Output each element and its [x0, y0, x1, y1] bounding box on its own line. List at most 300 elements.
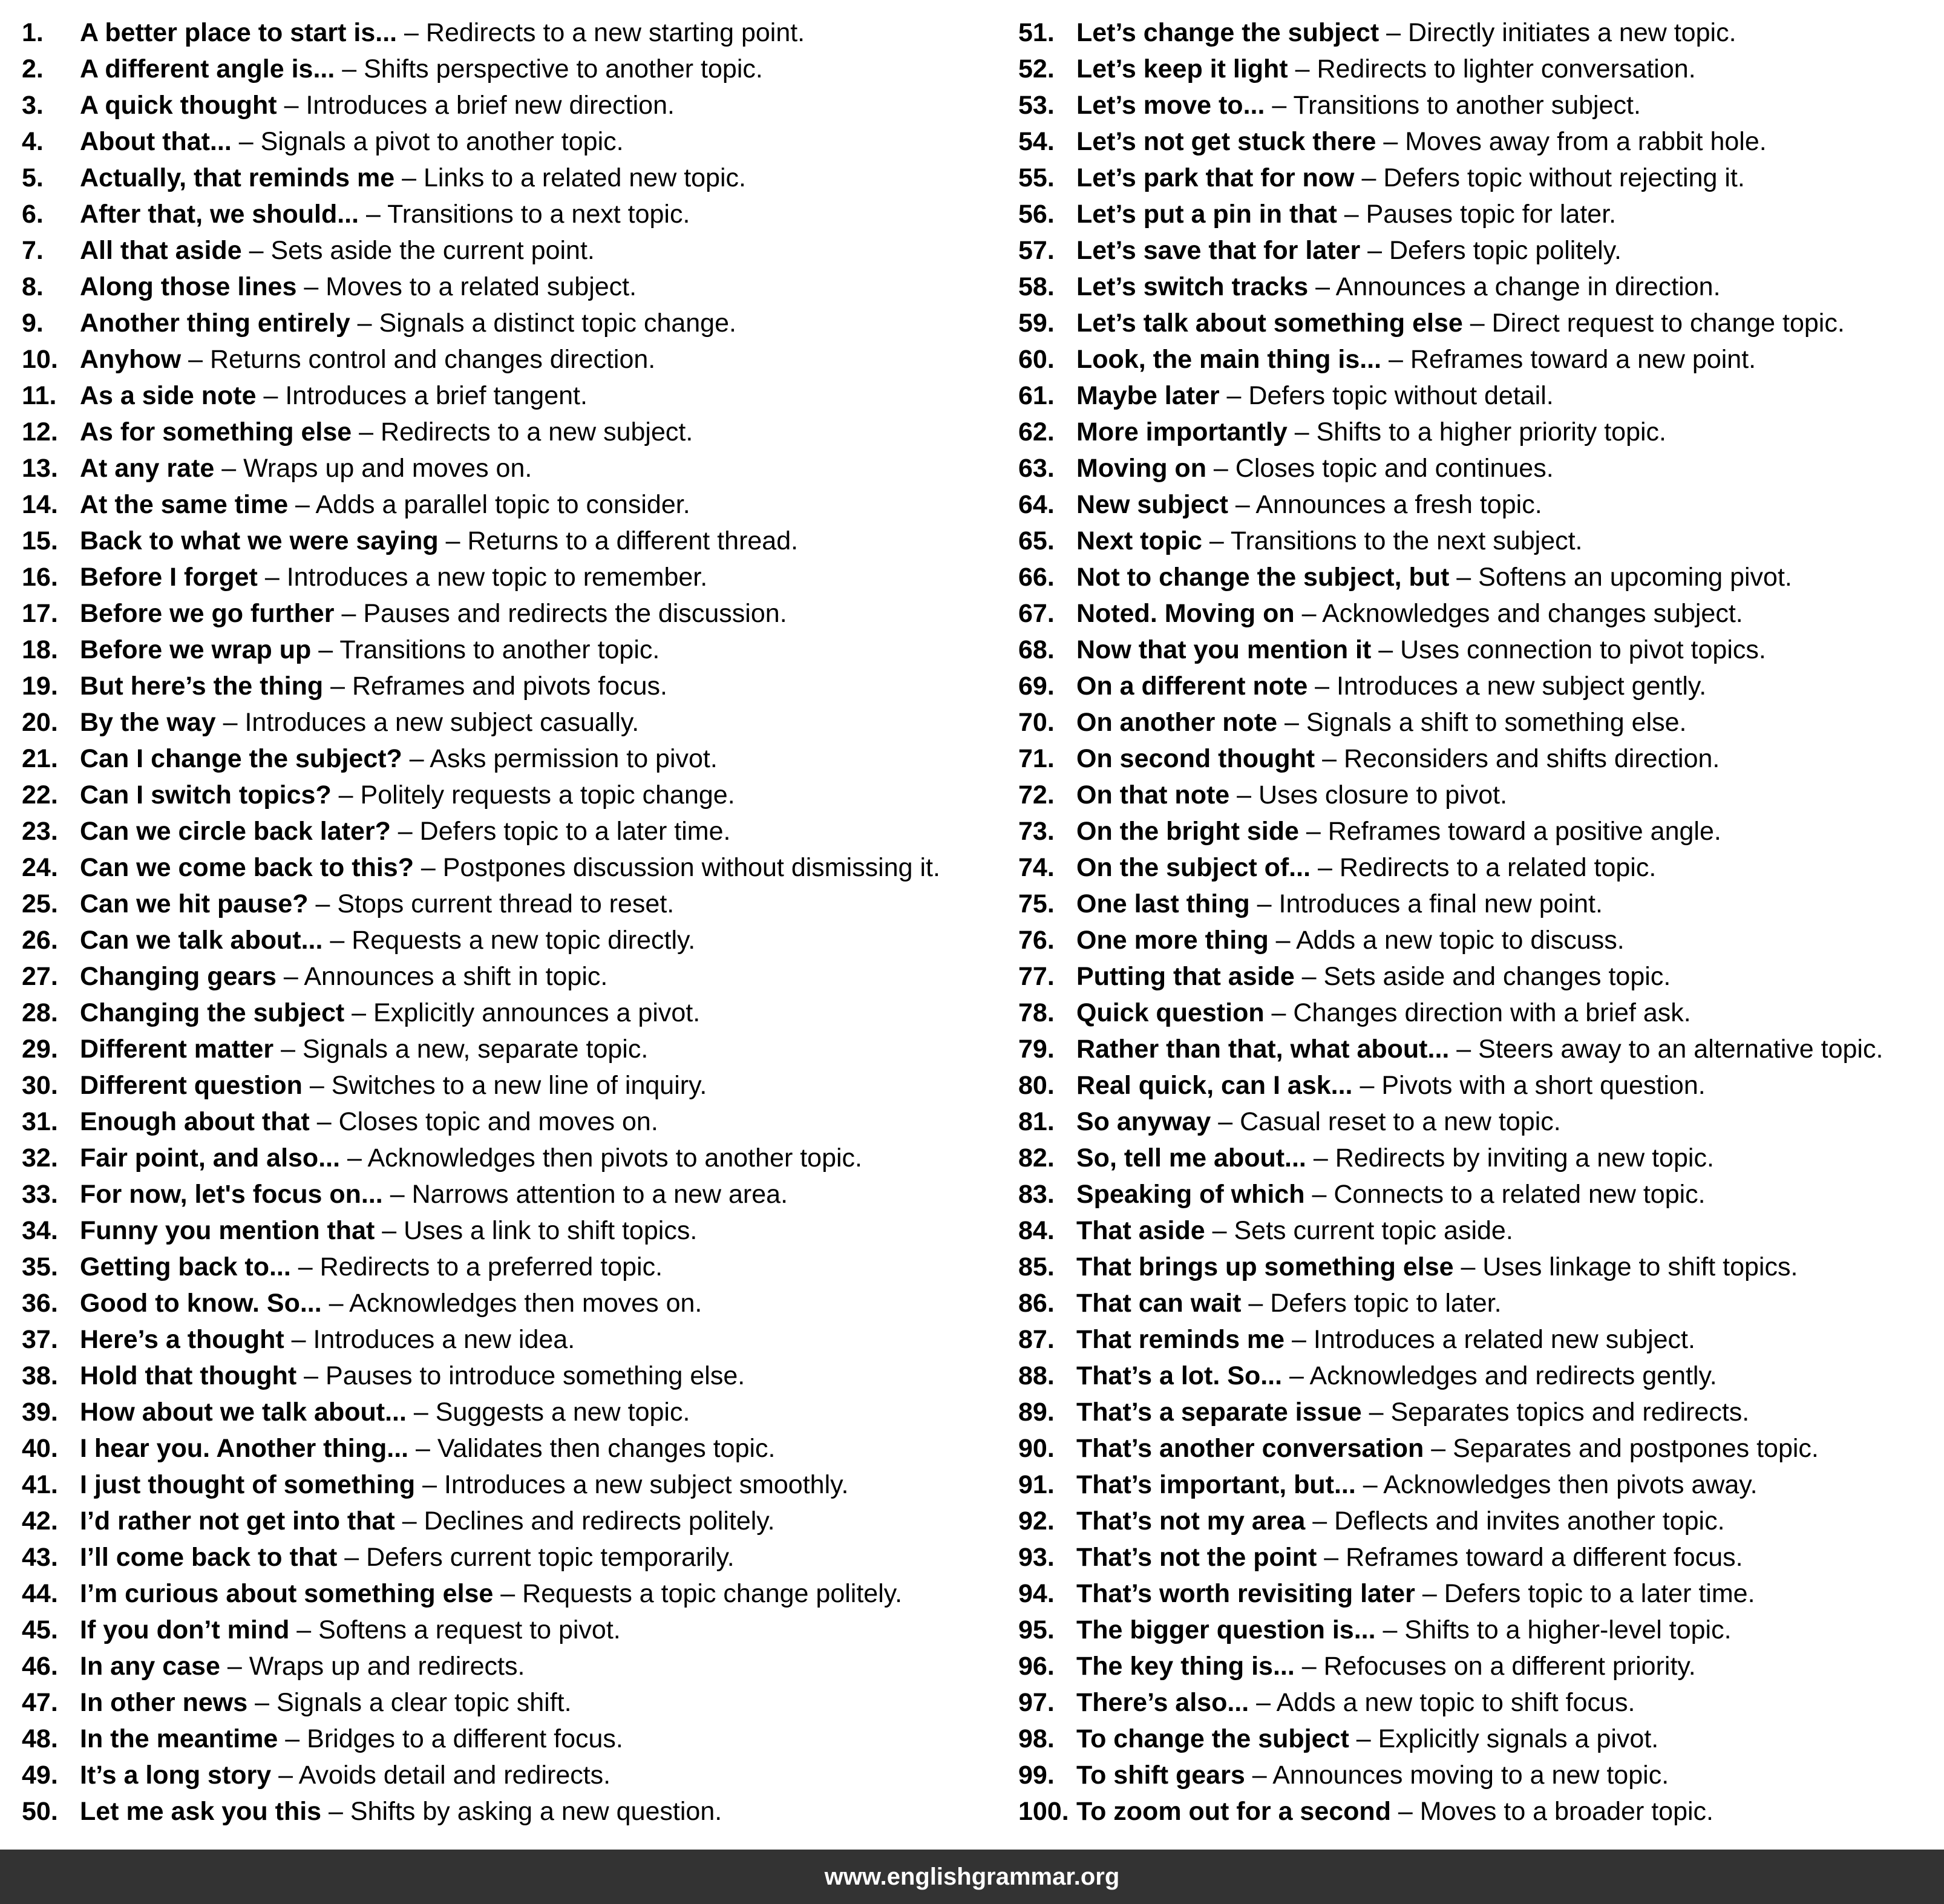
item-description: Redirects to a new subject.: [381, 417, 693, 447]
item-description: Directly initiates a new topic.: [1408, 18, 1736, 47]
item-description: Asks permission to pivot.: [430, 744, 718, 773]
item-phrase: A better place to start is...: [80, 18, 398, 47]
list-item: [22, 1539, 990, 1575]
item-number: 37.: [22, 1325, 58, 1354]
list-item: [1018, 378, 1938, 414]
item-phrase: On a different note: [1076, 672, 1308, 701]
item-number: 91.: [1018, 1470, 1055, 1499]
item-phrase: A quick thought: [80, 91, 277, 120]
item-phrase: A different angle is...: [80, 54, 335, 83]
list-item: [1018, 341, 1938, 378]
item-number: 96.: [1018, 1652, 1055, 1681]
item-text: Rather than that, what about... – Steers away to an alternative topic.: [1076, 1035, 1883, 1064]
list-item: [22, 87, 990, 123]
item-text: Maybe later – Defers topic without detail.: [1076, 381, 1554, 410]
item-text: Moving on – Closes topic and continues.: [1076, 454, 1554, 483]
item-description: Redirects to a preferred topic.: [319, 1252, 663, 1281]
item-description: Introduces a new topic to remember.: [286, 563, 708, 592]
item-description: Pauses topic for later.: [1366, 200, 1617, 229]
item-text: As for something else – Redirects to a new subject.: [80, 417, 693, 447]
item-description: Defers current topic temporarily.: [366, 1543, 735, 1572]
item-number: 60.: [1018, 345, 1055, 374]
item-text: Anyhow – Returns control and changes direction.: [80, 345, 656, 374]
item-text: Let’s not get stuck there – Moves away from a rabbit hole.: [1076, 127, 1767, 156]
item-phrase: Different question: [80, 1071, 303, 1100]
list-item: [22, 886, 990, 922]
item-number: 4.: [22, 127, 44, 156]
item-phrase: Speaking of which: [1076, 1180, 1305, 1209]
item-text: If you don’t mind – Softens a request to pivot.: [80, 1615, 621, 1644]
item-text: Let’s keep it light – Redirects to lighter conversation.: [1076, 54, 1696, 83]
item-number: 41.: [22, 1470, 58, 1499]
list-item: [1018, 922, 1938, 958]
item-description: Shifts perspective to another topic.: [364, 54, 763, 83]
item-phrase: I hear you. Another thing...: [80, 1434, 409, 1463]
footer-bar: [0, 1850, 1944, 1904]
item-text: Let’s switch tracks – Announces a change in direction.: [1076, 272, 1721, 301]
list-item: [1018, 595, 1938, 632]
list-item: [1018, 813, 1938, 849]
footer-website: www.englishgrammar.org: [824, 1863, 1120, 1890]
item-description: Announces a shift in topic.: [304, 962, 608, 991]
item-number: 93.: [1018, 1543, 1055, 1572]
item-phrase: That’s worth revisiting later: [1076, 1579, 1415, 1608]
item-phrase: That aside: [1076, 1216, 1205, 1245]
item-text: Back to what we were saying – Returns to a different thread.: [80, 526, 799, 555]
item-number: 16.: [22, 563, 58, 592]
item-number: 10.: [22, 345, 58, 374]
item-number: 14.: [22, 490, 58, 519]
item-description: Acknowledges then pivots to another topic.: [367, 1143, 862, 1173]
item-description: Introduces a final new point.: [1278, 889, 1603, 918]
list-item: [22, 995, 990, 1031]
list-item: [22, 1503, 990, 1539]
item-text: Along those lines – Moves to a related subject.: [80, 272, 637, 301]
item-text: Can we come back to this? – Postpones discussion without dismissing it.: [80, 853, 940, 882]
item-description: Pivots with a short question.: [1381, 1071, 1706, 1100]
item-phrase: Noted. Moving on: [1076, 599, 1295, 628]
item-text: How about we talk about... – Suggests a new topic.: [80, 1398, 690, 1427]
list-item: [22, 777, 990, 813]
item-phrase: After that, we should...: [80, 200, 359, 229]
item-phrase: Funny you mention that: [80, 1216, 375, 1245]
item-text: All that aside – Sets aside the current point.: [80, 236, 595, 265]
item-text: Speaking of which – Connects to a related new topic.: [1076, 1180, 1706, 1209]
item-number: 5.: [22, 163, 44, 192]
item-number: 94.: [1018, 1579, 1055, 1608]
item-number: 98.: [1018, 1724, 1055, 1753]
item-phrase: It’s a long story: [80, 1761, 272, 1790]
item-text: That’s important, but... – Acknowledges then pivots away.: [1076, 1470, 1758, 1499]
item-text: I’m curious about something else – Requests a topic change politely.: [80, 1579, 903, 1608]
item-number: 19.: [22, 672, 58, 701]
item-description: Softens an upcoming pivot.: [1478, 563, 1792, 592]
item-description: Acknowledges and redirects gently.: [1309, 1361, 1717, 1390]
list-item: [1018, 1575, 1938, 1612]
item-text: That reminds me – Introduces a related new subject.: [1076, 1325, 1695, 1354]
item-text: That’s not the point – Reframes toward a different focus.: [1076, 1543, 1743, 1572]
list-item: [1018, 1539, 1938, 1575]
item-text: There’s also... – Adds a new topic to shift focus.: [1076, 1688, 1635, 1717]
item-number: 2.: [22, 54, 44, 83]
item-description: Steers away to an alternative topic.: [1478, 1035, 1883, 1064]
item-text: More importantly – Shifts to a higher priority topic.: [1076, 417, 1667, 447]
item-phrase: The key thing is...: [1076, 1652, 1295, 1681]
item-number: 90.: [1018, 1434, 1055, 1463]
list-item: [22, 1067, 990, 1104]
item-description: Introduces a new idea.: [313, 1325, 575, 1354]
item-description: Announces a fresh topic.: [1255, 490, 1542, 519]
item-text: Next topic – Transitions to the next subject.: [1076, 526, 1583, 555]
item-number: 36.: [22, 1289, 58, 1318]
list-item: [22, 1104, 990, 1140]
item-text: Can we circle back later? – Defers topic to a later time.: [80, 817, 731, 846]
item-phrase: Changing gears: [80, 962, 277, 991]
item-description: Wraps up and moves on.: [243, 454, 532, 483]
list-item: [22, 1140, 990, 1176]
item-description: Transitions to a next topic.: [387, 200, 690, 229]
list-item: [1018, 995, 1938, 1031]
item-description: Softens a request to pivot.: [318, 1615, 621, 1644]
item-description: Signals a distinct topic change.: [379, 309, 736, 338]
item-phrase: Maybe later: [1076, 381, 1220, 410]
item-number: 65.: [1018, 526, 1055, 555]
list-item: [1018, 1757, 1938, 1793]
item-number: 85.: [1018, 1252, 1055, 1281]
item-text: It’s a long story – Avoids detail and redirects.: [80, 1761, 611, 1790]
item-phrase: Let’s switch tracks: [1076, 272, 1309, 301]
item-number: 31.: [22, 1107, 58, 1136]
list-item: [22, 595, 990, 632]
item-phrase: Let’s put a pin in that: [1076, 200, 1337, 229]
item-description: Introduces a new subject smoothly.: [443, 1470, 849, 1499]
item-description: Politely requests a topic change.: [360, 780, 735, 810]
item-number: 83.: [1018, 1180, 1055, 1209]
item-phrase: Let’s not get stuck there: [1076, 127, 1376, 156]
item-text: Noted. Moving on – Acknowledges and changes subject.: [1076, 599, 1743, 628]
item-text: Different question – Switches to a new line of inquiry.: [80, 1071, 707, 1100]
item-text: Good to know. So... – Acknowledges then moves on.: [80, 1289, 702, 1318]
list-item: [22, 196, 990, 232]
list-item: [1018, 1249, 1938, 1285]
item-number: 29.: [22, 1035, 58, 1064]
item-description: Acknowledges and changes subject.: [1322, 599, 1743, 628]
list-item: [22, 1249, 990, 1285]
item-description: Signals a pivot to another topic.: [260, 127, 624, 156]
item-text: The key thing is... – Refocuses on a different priority.: [1076, 1652, 1696, 1681]
item-description: Defers topic politely.: [1389, 236, 1622, 265]
item-phrase: Putting that aside: [1076, 962, 1295, 991]
item-phrase: How about we talk about...: [80, 1398, 407, 1427]
item-number: 49.: [22, 1761, 58, 1790]
item-description: Avoids detail and redirects.: [298, 1761, 611, 1790]
list-item: [22, 1321, 990, 1358]
item-description: Narrows attention to a new area.: [411, 1180, 788, 1209]
item-number: 9.: [22, 309, 44, 338]
item-text: The bigger question is... – Shifts to a higher-level topic.: [1076, 1615, 1732, 1644]
item-phrase: That’s not my area: [1076, 1507, 1306, 1536]
item-number: 38.: [22, 1361, 58, 1390]
left-column: [22, 15, 990, 1830]
list-item: [1018, 523, 1938, 559]
list-item: [22, 51, 990, 87]
item-text: So, tell me about... – Redirects by inviting a new topic.: [1076, 1143, 1714, 1173]
item-phrase: On another note: [1076, 708, 1278, 737]
item-phrase: On the bright side: [1076, 817, 1299, 846]
item-number: 25.: [22, 889, 58, 918]
list-item: [22, 269, 990, 305]
list-item: [1018, 1394, 1938, 1430]
item-number: 69.: [1018, 672, 1055, 701]
item-text: Getting back to... – Redirects to a preferred topic.: [80, 1252, 663, 1281]
item-description: Changes direction with a brief ask.: [1293, 998, 1691, 1027]
list-item: [22, 1176, 990, 1212]
list-item: [1018, 1793, 1938, 1830]
list-item: [1018, 51, 1938, 87]
item-description: Pauses and redirects the discussion.: [363, 599, 787, 628]
item-phrase: Back to what we were saying: [80, 526, 439, 555]
item-text: New subject – Announces a fresh topic.: [1076, 490, 1542, 519]
list-item: [22, 1612, 990, 1648]
item-phrase: So anyway: [1076, 1107, 1211, 1136]
list-item: [1018, 1358, 1938, 1394]
item-phrase: As a side note: [80, 381, 257, 410]
item-phrase: Enough about that: [80, 1107, 310, 1136]
list-item: [1018, 958, 1938, 995]
item-number: 81.: [1018, 1107, 1055, 1136]
item-text: Funny you mention that – Uses a link to shift topics.: [80, 1216, 698, 1245]
item-phrase: Not to change the subject, but: [1076, 563, 1450, 592]
item-phrase: Quick question: [1076, 998, 1265, 1027]
item-description: Reframes and pivots focus.: [352, 672, 667, 701]
item-text: So anyway – Casual reset to a new topic.: [1076, 1107, 1561, 1136]
item-number: 33.: [22, 1180, 58, 1209]
item-text: But here’s the thing – Reframes and pivots focus.: [80, 672, 667, 701]
item-description: Defers topic to later.: [1270, 1289, 1502, 1318]
list-item: [1018, 1503, 1938, 1539]
item-phrase: To zoom out for a second: [1076, 1797, 1391, 1826]
item-phrase: Next topic: [1076, 526, 1202, 555]
item-number: 67.: [1018, 599, 1055, 628]
item-text: Let’s save that for later – Defers topic politely.: [1076, 236, 1622, 265]
list-item: [22, 1285, 990, 1321]
item-number: 71.: [1018, 744, 1055, 773]
list-item: [22, 632, 990, 668]
list-item: [22, 741, 990, 777]
item-description: Links to a related new topic.: [423, 163, 746, 192]
list-item: [22, 668, 990, 704]
list-item: [22, 160, 990, 196]
item-description: Introduces a new subject casually.: [244, 708, 640, 737]
item-text: That’s another conversation – Separates and postpones topic.: [1076, 1434, 1819, 1463]
list-item: [1018, 849, 1938, 886]
list-item: [22, 1358, 990, 1394]
item-text: Changing the subject – Explicitly announces a pivot.: [80, 998, 701, 1027]
item-phrase: If you don’t mind: [80, 1615, 290, 1644]
item-text: That’s a separate issue – Separates topics and redirects.: [1076, 1398, 1750, 1427]
list-item: [22, 1394, 990, 1430]
item-number: 18.: [22, 635, 58, 664]
item-number: 15.: [22, 526, 58, 555]
item-number: 54.: [1018, 127, 1055, 156]
item-text: At any rate – Wraps up and moves on.: [80, 454, 532, 483]
item-text: Let’s park that for now – Defers topic without rejecting it.: [1076, 163, 1745, 192]
list-item: [1018, 886, 1938, 922]
item-phrase: Let’s move to...: [1076, 91, 1265, 120]
item-number: 24.: [22, 853, 58, 882]
item-phrase: Can we circle back later?: [80, 817, 391, 846]
item-number: 73.: [1018, 817, 1055, 846]
item-description: Closes topic and continues.: [1235, 454, 1554, 483]
item-description: Connects to a related new topic.: [1334, 1180, 1706, 1209]
item-text: Now that you mention it – Uses connection to pivot topics.: [1076, 635, 1766, 664]
list-item: [22, 958, 990, 995]
item-number: 34.: [22, 1216, 58, 1245]
list-item: [22, 1793, 990, 1830]
item-text: That’s a lot. So... – Acknowledges and redirects gently.: [1076, 1361, 1717, 1390]
item-number: 86.: [1018, 1289, 1055, 1318]
item-number: 70.: [1018, 708, 1055, 737]
item-description: Uses linkage to shift topics.: [1482, 1252, 1798, 1281]
item-phrase: I’m curious about something else: [80, 1579, 494, 1608]
item-text: Can I change the subject? – Asks permission to pivot.: [80, 744, 718, 773]
item-number: 32.: [22, 1143, 58, 1173]
item-number: 66.: [1018, 563, 1055, 592]
item-phrase: Can we talk about...: [80, 926, 323, 955]
list-item: [22, 341, 990, 378]
list-item: [1018, 1467, 1938, 1503]
item-phrase: Actually, that reminds me: [80, 163, 395, 192]
item-description: Transitions to another subject.: [1293, 91, 1641, 120]
item-text: Real quick, can I ask... – Pivots with a short question.: [1076, 1071, 1706, 1100]
item-text: On second thought – Reconsiders and shifts direction.: [1076, 744, 1720, 773]
item-phrase: Let’s change the subject: [1076, 18, 1379, 47]
item-description: Redirects to a related topic.: [1339, 853, 1657, 882]
item-number: 13.: [22, 454, 58, 483]
item-text: Look, the main thing is... – Reframes toward a new point.: [1076, 345, 1756, 374]
item-phrase: For now, let's focus on...: [80, 1180, 383, 1209]
list-item: [22, 1575, 990, 1612]
list-item: [1018, 1104, 1938, 1140]
item-phrase: One last thing: [1076, 889, 1250, 918]
item-text: Quick question – Changes direction with a brief ask.: [1076, 998, 1691, 1027]
item-description: Uses closure to pivot.: [1258, 780, 1508, 810]
item-description: Reframes toward a positive angle.: [1327, 817, 1721, 846]
item-number: 42.: [22, 1507, 58, 1536]
item-text: A quick thought – Introduces a brief new direction.: [80, 91, 675, 120]
item-phrase: Moving on: [1076, 454, 1206, 483]
item-phrase: Changing the subject: [80, 998, 345, 1027]
item-phrase: Before we wrap up: [80, 635, 312, 664]
item-text: Let’s talk about something else – Direct request to change topic.: [1076, 309, 1845, 338]
item-text: To shift gears – Announces moving to a new topic.: [1076, 1761, 1669, 1790]
item-number: 17.: [22, 599, 58, 628]
item-number: 80.: [1018, 1071, 1055, 1100]
item-phrase: Can I switch topics?: [80, 780, 332, 810]
item-description: Requests a new topic directly.: [352, 926, 696, 955]
item-text: On that note – Uses closure to pivot.: [1076, 780, 1508, 810]
list-item: [22, 523, 990, 559]
item-number: 55.: [1018, 163, 1055, 192]
list-item: [22, 1684, 990, 1721]
item-phrase: Can we come back to this?: [80, 853, 414, 882]
item-number: 20.: [22, 708, 58, 737]
list-item: [1018, 1140, 1938, 1176]
item-number: 27.: [22, 962, 58, 991]
item-description: Stops current thread to reset.: [337, 889, 675, 918]
item-description: Validates then changes topic.: [437, 1434, 776, 1463]
item-phrase: Let’s save that for later: [1076, 236, 1361, 265]
item-description: Shifts to a higher priority topic.: [1316, 417, 1667, 447]
item-description: Explicitly announces a pivot.: [373, 998, 701, 1027]
item-text: Putting that aside – Sets aside and changes topic.: [1076, 962, 1671, 991]
list-item: [1018, 1176, 1938, 1212]
item-text: Hold that thought – Pauses to introduce something else.: [80, 1361, 745, 1390]
item-text: For now, let's focus on... – Narrows attention to a new area.: [80, 1180, 788, 1209]
list-item: [22, 232, 990, 269]
list-item: [22, 1212, 990, 1249]
item-description: Refocuses on a different priority.: [1323, 1652, 1696, 1681]
item-phrase: Before I forget: [80, 563, 258, 592]
item-phrase: Here’s a thought: [80, 1325, 284, 1354]
item-number: 45.: [22, 1615, 58, 1644]
item-description: Introduces a brief new direction.: [306, 91, 675, 120]
list-item: [22, 486, 990, 523]
item-phrase: One more thing: [1076, 926, 1269, 955]
item-description: Reframes toward a different focus.: [1346, 1543, 1743, 1572]
item-phrase: On the subject of...: [1076, 853, 1311, 882]
item-number: 62.: [1018, 417, 1055, 447]
list-item: [1018, 1212, 1938, 1249]
item-description: Introduces a new subject gently.: [1337, 672, 1707, 701]
item-description: Transitions to another topic.: [339, 635, 660, 664]
item-phrase: Another thing entirely: [80, 309, 350, 338]
item-number: 56.: [1018, 200, 1055, 229]
item-number: 57.: [1018, 236, 1055, 265]
item-description: Reconsiders and shifts direction.: [1343, 744, 1720, 773]
item-text: By the way – Introduces a new subject casually.: [80, 708, 640, 737]
item-phrase: To shift gears: [1076, 1761, 1245, 1790]
item-number: 39.: [22, 1398, 58, 1427]
list-item: [1018, 305, 1938, 341]
right-column: [1018, 15, 1938, 1830]
item-phrase: Along those lines: [80, 272, 297, 301]
item-phrase: Before we go further: [80, 599, 335, 628]
item-text: That’s not my area – Deflects and invites another topic.: [1076, 1507, 1725, 1536]
item-phrase: Can I change the subject?: [80, 744, 402, 773]
item-text: Here’s a thought – Introduces a new idea.: [80, 1325, 575, 1354]
item-description: Returns control and changes direction.: [210, 345, 656, 374]
item-number: 1.: [22, 18, 44, 47]
list-item: [1018, 1031, 1938, 1067]
item-phrase: Let me ask you this: [80, 1797, 322, 1826]
item-description: Moves away from a rabbit hole.: [1405, 127, 1767, 156]
list-item: [22, 1031, 990, 1067]
list-item: [22, 123, 990, 160]
item-description: Shifts to a higher-level topic.: [1404, 1615, 1732, 1644]
item-text: A better place to start is... – Redirects to a new starting point.: [80, 18, 805, 47]
list-item: [1018, 450, 1938, 486]
item-description: Announces moving to a new topic.: [1272, 1761, 1669, 1790]
list-item: [22, 378, 990, 414]
item-number: 48.: [22, 1724, 58, 1753]
list-item: [1018, 123, 1938, 160]
item-description: Acknowledges then pivots away.: [1383, 1470, 1758, 1499]
item-phrase: The bigger question is...: [1076, 1615, 1376, 1644]
item-number: 46.: [22, 1652, 58, 1681]
item-number: 6.: [22, 200, 44, 229]
item-text: In other news – Signals a clear topic shift.: [80, 1688, 572, 1717]
